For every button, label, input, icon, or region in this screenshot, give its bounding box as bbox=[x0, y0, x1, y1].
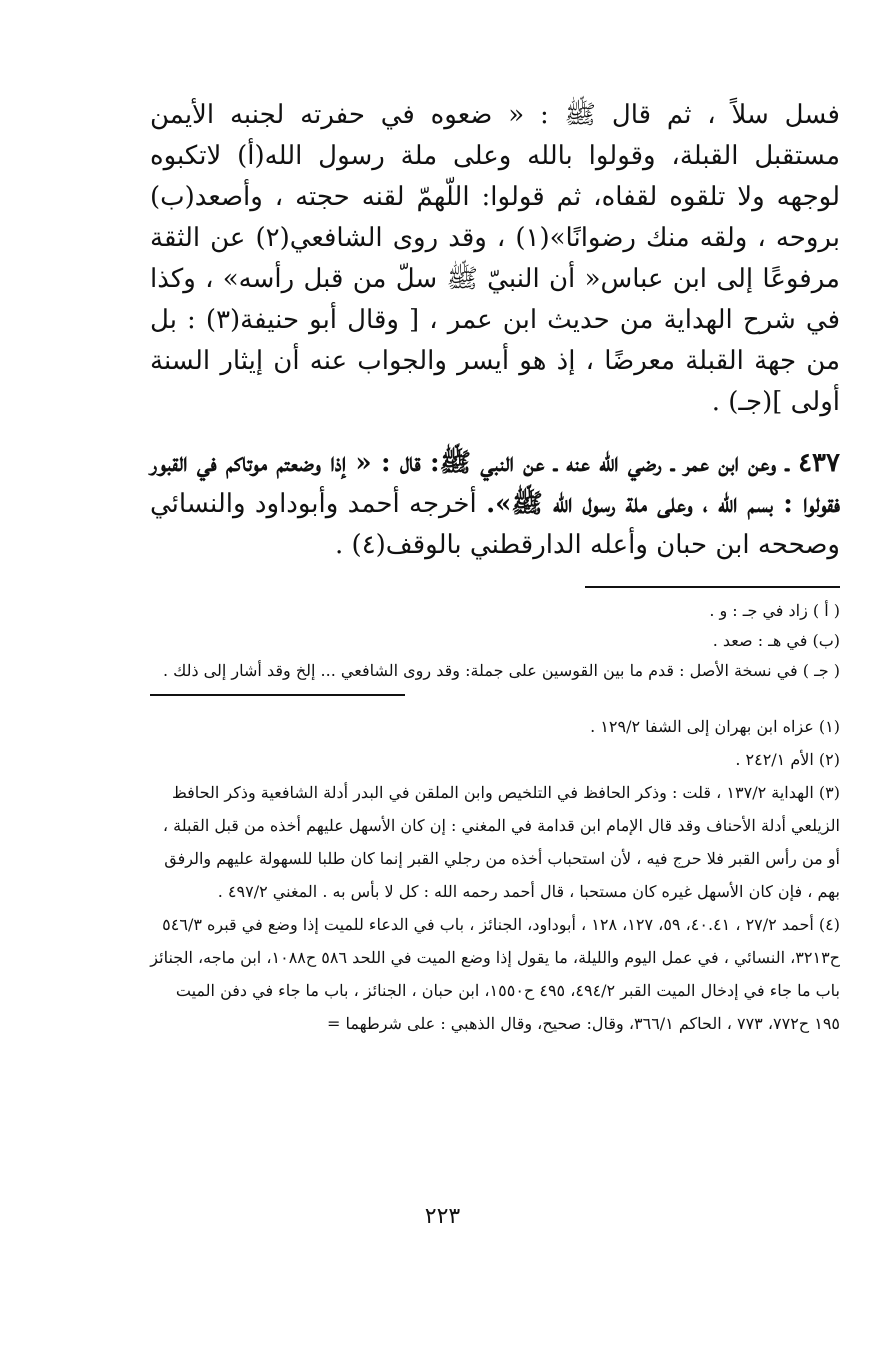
footnote-divider-left bbox=[150, 694, 405, 696]
takhrij-text: أخرجه أحمد وأبوداود والنسائي وصححه ابن حبان وأعله الدارقطني بالوقف(٤) . bbox=[150, 489, 840, 560]
variant-note: ( أ ) زاد في جـ : و . bbox=[709, 601, 840, 620]
footnote-divider-right bbox=[585, 586, 840, 588]
numbered-note: (٣) الهداية ١٣٧/٢ ، قلت : وذكر الحافظ في التلخيص وابن الملقن في البدر أدلة الشافعية وذكر الحافظ الزيلعي أدلة الأحناف وقد قال الإمام ابن قدامة في المغني : إن كان الأسهل عليهم أخذه من قبل القبلة ، أو من رأس القبر فلا حرج فيه ، لأن استحباب أخذه من رجلي القبر إنما كان طلبا للسهولة عليهم والرفق بهم ، فإن كان الأسهل غيره كان مستحبا ، قال أحمد رحمه الله : كل لا بأس به . المغني ٤٩٧/٢ . bbox=[162, 783, 840, 901]
page-body bbox=[150, 95, 840, 1040]
numbered-note: (٢) الأم ٢٤٢/١ . bbox=[735, 750, 840, 769]
variant-note: (ب) في هـ : صعد . bbox=[712, 631, 840, 650]
main-text bbox=[150, 95, 840, 566]
numbered-note: (١) عزاه ابن بهران إلى الشفا ١٢٩/٢ . bbox=[590, 717, 840, 736]
hadith-text: ٤٣٧ ـ وعن ابن عمر ـ رضي الله عنه ـ عن النبي ﷺ: قال : « إذا وضعتم موتاكم في القبور فقولوا : بسم الله ، وعلى ملة رسول الله ﷺ». bbox=[150, 448, 840, 519]
commentary-paragraph: فسل سلاً ، ثم قال ﷺ : « ضعوه في حفرته لجنبه الأيمن مستقبل القبلة، وقولوا بالله وعلى ملة رسول الله(أ) لاتكبوه لوجهه ولا تلقوه لقفاه، ثم قولوا: اللّهمّ لقنه حجته ، وأصعد(ب) بروحه ، ولقه منك رضوانًا»(١) ، وقد روى الشافعي(٢) عن الثقة مرفوعًا إلى ابن عباس« أن النبيّ ﷺ سلّ من قبل رأسه» ، وكذا في شرح الهداية من حديث ابن عمر ، [ وقال أبو حنيفة(٣) : بل من جهة القبلة معرضًا ، إذ هو أيسر والجواب عنه أن إيثار السنة أولى ](جـ) . bbox=[150, 100, 841, 417]
variant-note: ( جـ ) في نسخة الأصل : قدم ما بين القوسين على جملة: وقد روى الشافعي ... إلخ وقد أشار إلى ذلك . bbox=[162, 661, 840, 680]
numbered-footnotes bbox=[150, 710, 840, 1040]
numbered-note: (٤) أحمد ٢٧/٢ ، ٤٠.٤١، ٥٩، ١٢٧، ١٢٨ ، أبوداود، الجنائز ، باب في الدعاء للميت إذا وضع في قبره ٥٤٦/٣ ح٣٢١٣، النسائي ، في عمل اليوم والليلة، ما يقول إذا وضع الميت في اللحد ٥٨٦ ح١٠٨٨، ابن ماجه، الجنائز باب ما جاء في إدخال الميت القبر ٤٩٤/٢، ٤٩٥ ح١٥٥٠، ابن حبان ، الجنائز ، باب ما جاء في دفن الميت ١٩٥ ح٧٧٢، ٧٧٣ ، الحاكم ٣٦٦/١، وقال: صحيح، وقال الذهبي : على شرطهما = bbox=[150, 915, 840, 1033]
variant-footnotes bbox=[150, 596, 840, 686]
page-number: ٢٢٣ bbox=[424, 1204, 461, 1229]
hadith-paragraph bbox=[150, 443, 840, 566]
